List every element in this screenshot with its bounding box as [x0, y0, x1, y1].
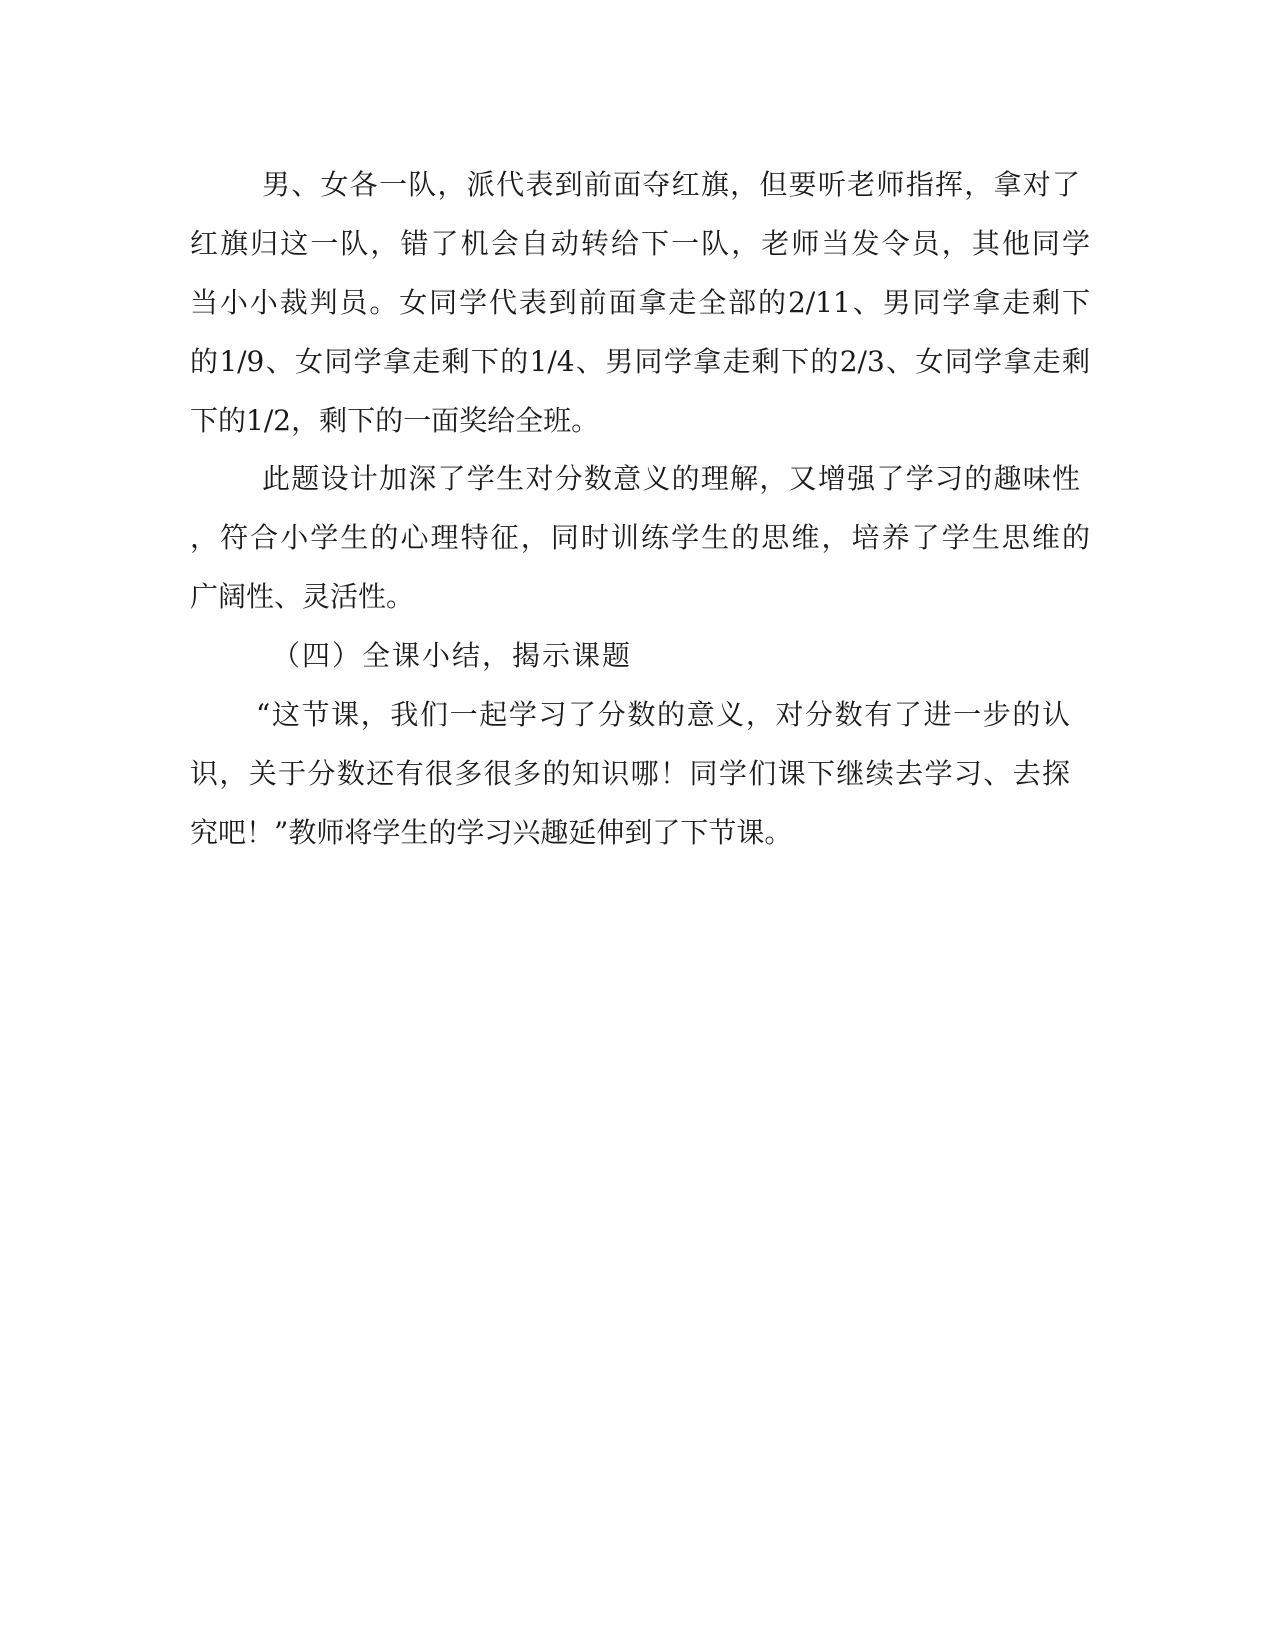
text-line: 下的1/2，剩下的一面奖给全班。 [190, 404, 600, 437]
text-line: 红旗归这一队，错了机会自动转给下一队，老师当发令员，其他同学 [190, 227, 1090, 260]
text-line: 男、女各一队，派代表到前面夺红旗，但要听老师指挥，拿对了 [262, 168, 1080, 201]
text-line: 的1/9、女同学拿走剩下的1/4、男同学拿走剩下的2/3、女同学拿走剩 [190, 345, 1090, 378]
text-line: 究吧！”教师将学生的学习兴趣延伸到了下节课。 [190, 816, 793, 849]
text-line: 识，关于分数还有很多很多的知识哪！同学们课下继续去学习、去探 [190, 757, 1070, 790]
text-line: 当小小裁判员。女同学代表到前面拿走全部的2/11、男同学拿走剩下 [190, 286, 1090, 319]
text-line: “这节课，我们一起学习了分数的意义，对分数有了进一步的认 [256, 698, 1070, 731]
text-line: 广阔性、灵活性。 [190, 580, 415, 613]
text-line: ，符合小学生的心理特征，同时训练学生的思维，培养了学生思维的 [190, 521, 1090, 554]
section-heading: （四）全课小结，揭示课题 [272, 639, 633, 672]
text-line: 此题设计加深了学生对分数意义的理解，又增强了学习的趣味性 [262, 462, 1080, 495]
